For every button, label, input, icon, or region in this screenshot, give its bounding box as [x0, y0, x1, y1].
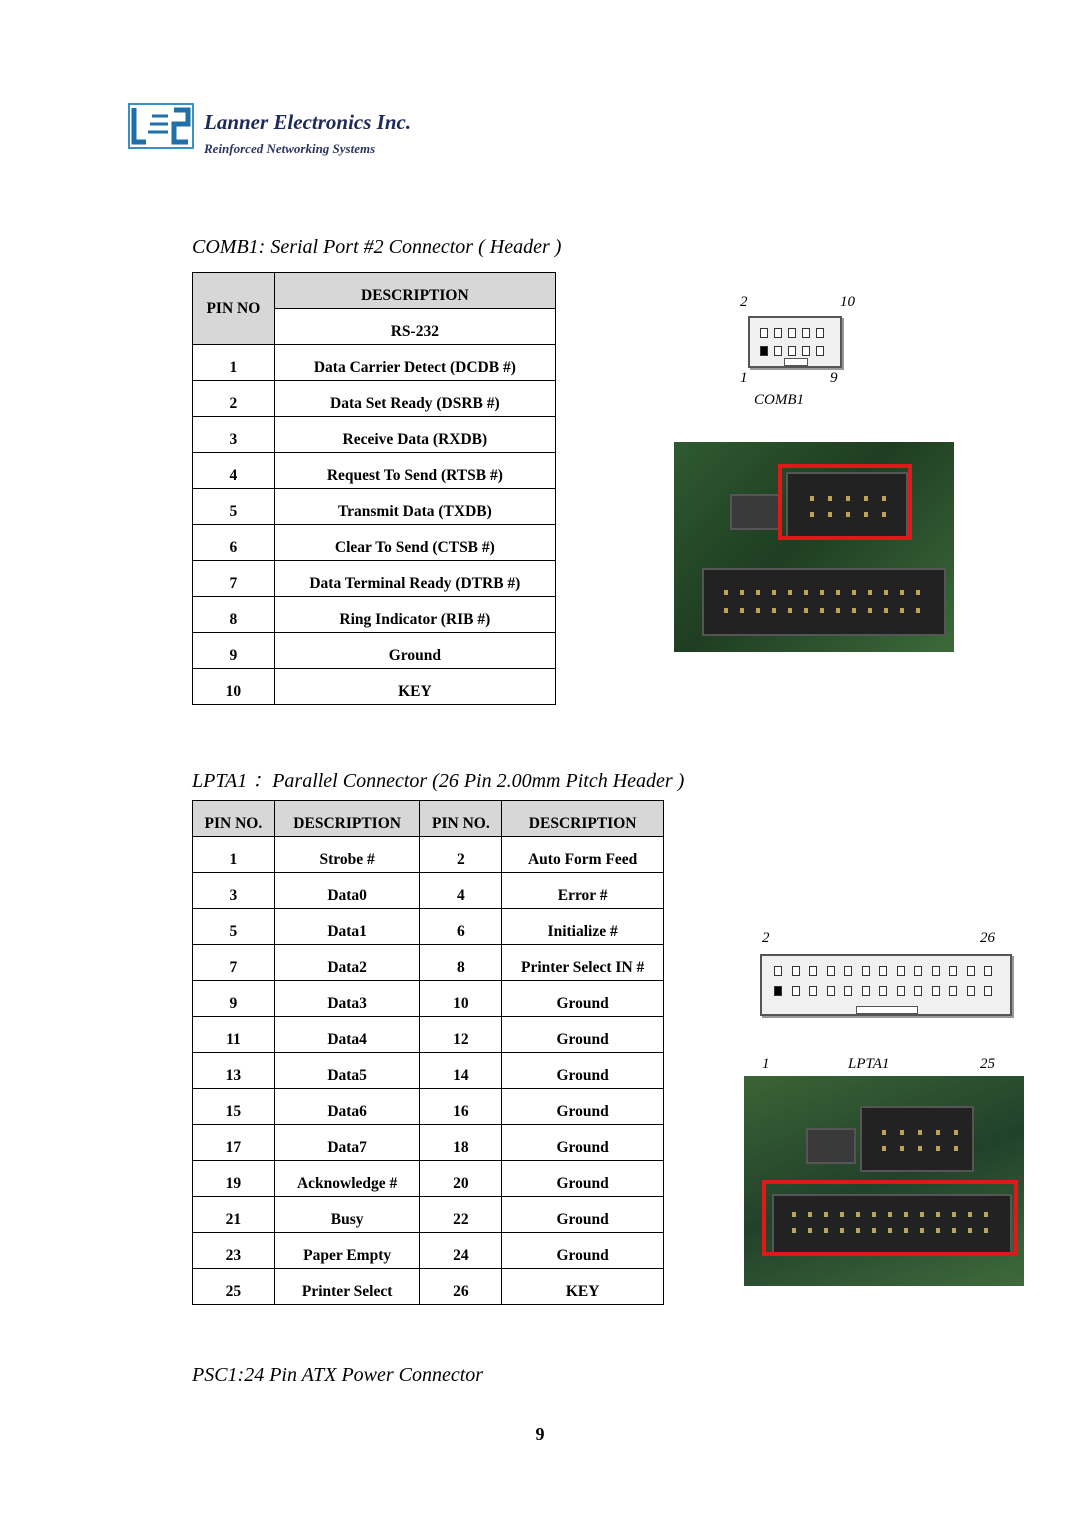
comb1-pin-table [192, 272, 556, 705]
table-row [193, 981, 664, 1017]
pin-number: 3 [193, 873, 275, 909]
pin-number: 24 [420, 1233, 502, 1269]
diagram-label-top-right: 26 [980, 930, 995, 946]
connector-pin [879, 966, 887, 976]
connector-pin [879, 986, 887, 996]
connector-pin [844, 986, 852, 996]
table-row [193, 489, 556, 525]
connector-pin [984, 986, 992, 996]
table-row [193, 1089, 664, 1125]
pin-description: Data Terminal Ready (DTRB #) [274, 561, 555, 597]
diagram-label-top-left: 2 [762, 930, 770, 946]
pin-number: 6 [193, 525, 275, 561]
diagram-label-bottom-right: 25 [980, 1056, 995, 1072]
pin-description: Ring Indicator (RIB #) [274, 597, 555, 633]
pin-number: 18 [420, 1125, 502, 1161]
connector-pin [949, 966, 957, 976]
pin-number: 8 [193, 597, 275, 633]
lpta1-connector-graphic [760, 954, 1012, 1016]
pin-number: 25 [193, 1269, 275, 1305]
connector-pin [774, 966, 782, 976]
company-name: Lanner Electronics Inc. [204, 110, 412, 134]
pin-number: 9 [193, 981, 275, 1017]
table-row [193, 345, 556, 381]
page-number: 9 [535, 1424, 545, 1444]
connector-pin [949, 986, 957, 996]
pin-number: 1 [193, 345, 275, 381]
pin-description: Auto Form Feed [502, 837, 664, 873]
connector-pin [932, 986, 940, 996]
pin-no-header: PIN NO [193, 273, 275, 345]
pin-description: Ground [274, 633, 555, 669]
diagram-label-top-right: 10 [840, 294, 855, 310]
pin-description: Transmit Data (TXDB) [274, 489, 555, 525]
pin-description: Data1 [274, 909, 420, 945]
table-row [193, 837, 664, 873]
diagram-label-bottom-left: 1 [740, 370, 748, 386]
pin-no-header: PIN NO. [420, 801, 502, 837]
pin-description: Error # [502, 873, 664, 909]
connector-pin [984, 966, 992, 976]
pin-description: Printer Select IN # [502, 945, 664, 981]
connector-pin [862, 966, 870, 976]
pin-number: 6 [420, 909, 502, 945]
pin-description: KEY [502, 1269, 664, 1305]
connector-pin [932, 966, 940, 976]
table-row [193, 633, 556, 669]
table-row [193, 597, 556, 633]
pin-number: 22 [420, 1197, 502, 1233]
pin-description: Data Set Ready (DSRB #) [274, 381, 555, 417]
pin-number: 1 [193, 837, 275, 873]
pin-description: Data6 [274, 1089, 420, 1125]
pin-number: 17 [193, 1125, 275, 1161]
description-header: DESCRIPTION [274, 273, 555, 309]
pin-description: Ground [502, 1053, 664, 1089]
pin-number: 13 [193, 1053, 275, 1089]
table-row [193, 1125, 664, 1161]
diagram-label-bottom-left: 1 [762, 1056, 770, 1072]
pin-description: KEY [274, 669, 555, 705]
table-row [193, 1197, 664, 1233]
connector-pin [914, 986, 922, 996]
pin-number: 19 [193, 1161, 275, 1197]
diagram-label-bottom-right: 9 [830, 370, 838, 386]
connector-pin [897, 966, 905, 976]
connector-key [856, 1006, 918, 1014]
comb1-board-photo [674, 442, 954, 652]
pin-number: 11 [193, 1017, 275, 1053]
table-row [193, 873, 664, 909]
pin-number: 16 [420, 1089, 502, 1125]
table-row [193, 1053, 664, 1089]
table-row [193, 1017, 664, 1053]
pin-description: Data0 [274, 873, 420, 909]
pin-description: Data4 [274, 1017, 420, 1053]
table-row [193, 561, 556, 597]
connector-pin [914, 966, 922, 976]
pin-number: 9 [193, 633, 275, 669]
pin-number: 21 [193, 1197, 275, 1233]
connector-pin [967, 966, 975, 976]
table-row [193, 909, 664, 945]
pin-description: Data7 [274, 1125, 420, 1161]
pin-description: Ground [502, 1089, 664, 1125]
table-row [193, 1233, 664, 1269]
pin-description: Acknowledge # [274, 1161, 420, 1197]
table-row [193, 381, 556, 417]
pin-number: 15 [193, 1089, 275, 1125]
description-header: DESCRIPTION [274, 801, 420, 837]
pin-number: 4 [420, 873, 502, 909]
pin-description: Data3 [274, 981, 420, 1017]
pin-description: Data5 [274, 1053, 420, 1089]
table-row [193, 453, 556, 489]
pin-number: 26 [420, 1269, 502, 1305]
table-row [193, 417, 556, 453]
connector-pin [967, 986, 975, 996]
pin-number: 20 [420, 1161, 502, 1197]
pin-description: Ground [502, 1233, 664, 1269]
connector-pin [862, 986, 870, 996]
table-row [193, 1269, 664, 1305]
lei-logo-mark-icon [128, 102, 194, 152]
pin-description: Data Carrier Detect (DCDB #) [274, 345, 555, 381]
table-row [193, 525, 556, 561]
pin-number: 5 [193, 489, 275, 525]
connector-pin [827, 966, 835, 976]
pin-no-header: PIN NO. [193, 801, 275, 837]
pin-description: Ground [502, 1125, 664, 1161]
pin-number: 4 [193, 453, 275, 489]
pin-number: 14 [420, 1053, 502, 1089]
pin-description: Initialize # [502, 909, 664, 945]
lpta1-highlight-box [762, 1180, 1018, 1256]
pin-description: Busy [274, 1197, 420, 1233]
pin-number: 23 [193, 1233, 275, 1269]
table-row [193, 669, 556, 705]
pin-description: Ground [502, 981, 664, 1017]
diagram-connector-name: LPTA1 [848, 1056, 890, 1072]
rs232-subheader: RS-232 [274, 309, 555, 345]
pin-number: 10 [420, 981, 502, 1017]
pin-description: Data2 [274, 945, 420, 981]
pin-number: 3 [193, 417, 275, 453]
pin-description: Receive Data (RXDB) [274, 417, 555, 453]
pin-number: 10 [193, 669, 275, 705]
company-logo [128, 98, 468, 162]
pin-number: 7 [193, 945, 275, 981]
pin-number: 2 [193, 381, 275, 417]
lpta1-title: LPTA1 ：Parallel Connector (26 Pin 2.00mm Pitch Header ) [192, 770, 685, 792]
comb1-highlight-box [778, 464, 912, 540]
table-row [193, 1161, 664, 1197]
comb1-connector-graphic [748, 316, 842, 368]
pin-description: Ground [502, 1161, 664, 1197]
pin-number: 12 [420, 1017, 502, 1053]
connector-key [784, 358, 808, 366]
comb1-title: COMB1: Serial Port #2 Connector ( Header ) [192, 236, 562, 258]
table-row [193, 945, 664, 981]
connector-pin [774, 986, 782, 996]
connector-pin [827, 986, 835, 996]
diagram-connector-name: COMB1 [754, 392, 804, 408]
pin-description: Ground [502, 1017, 664, 1053]
lpta1-board-photo [744, 1076, 1024, 1286]
psc1-title: PSC1:24 Pin ATX Power Connector [192, 1364, 484, 1386]
diagram-label-top-left: 2 [740, 294, 748, 310]
pin-number: 7 [193, 561, 275, 597]
connector-pin [844, 966, 852, 976]
pin-number: 8 [420, 945, 502, 981]
connector-pin [809, 986, 817, 996]
connector-pin [809, 966, 817, 976]
pin-number: 2 [420, 837, 502, 873]
description-header: DESCRIPTION [502, 801, 664, 837]
lpta1-pin-table [192, 800, 664, 1305]
pin-description: Ground [502, 1197, 664, 1233]
pin-description: Strobe # [274, 837, 420, 873]
company-tagline: Reinforced Networking Systems [204, 141, 376, 156]
pin-description: Printer Select [274, 1269, 420, 1305]
connector-pin [792, 986, 800, 996]
connector-pin [792, 966, 800, 976]
pin-description: Paper Empty [274, 1233, 420, 1269]
pin-description: Clear To Send (CTSB #) [274, 525, 555, 561]
pin-description: Request To Send (RTSB #) [274, 453, 555, 489]
pin-number: 5 [193, 909, 275, 945]
connector-pin [897, 986, 905, 996]
